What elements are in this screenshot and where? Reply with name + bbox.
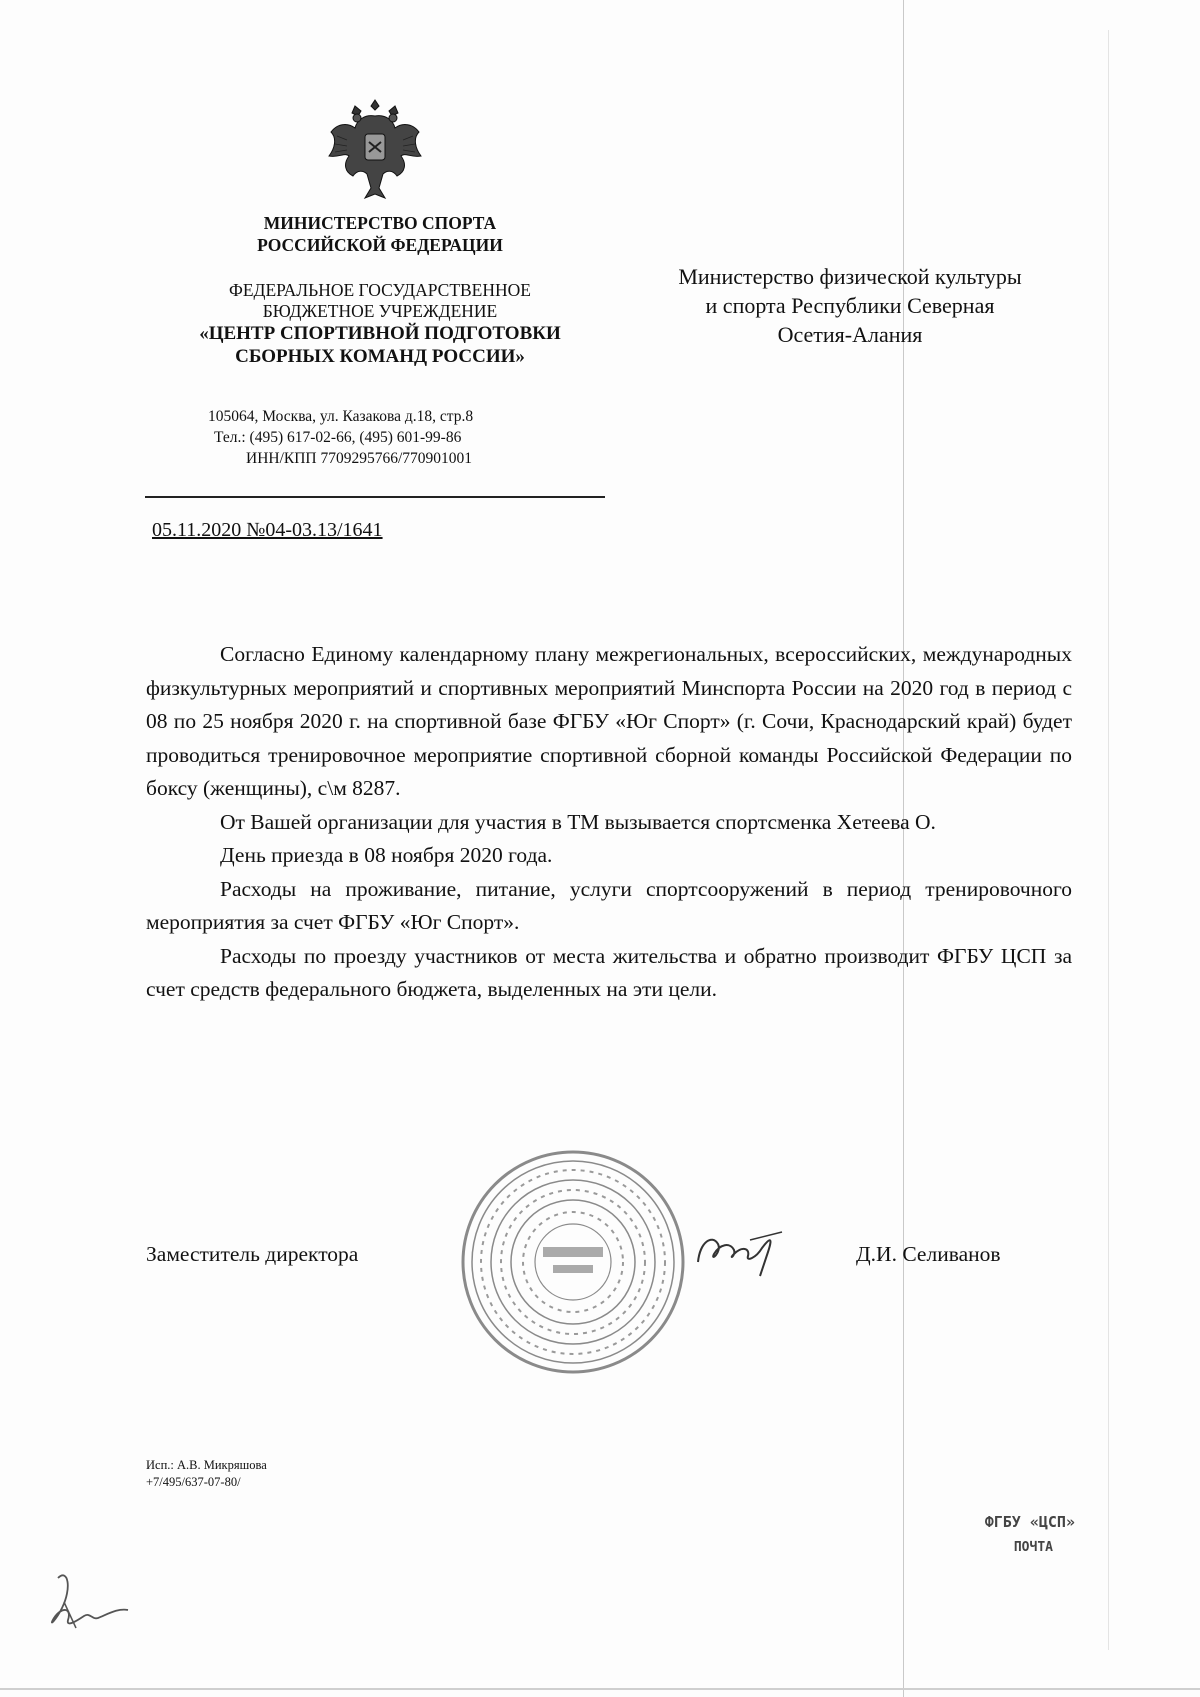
executor-name: Исп.: А.В. Микряшова [146, 1458, 267, 1472]
institution-line: ФЕДЕРАЛЬНОЕ ГОСУДАРСТВЕННОЕ [229, 280, 531, 300]
double-headed-eagle-icon [325, 92, 425, 204]
body-paragraph: Расходы по проезду участников от места жительства и обратно производит ФГБУ ЦСП за счет средств федерального бюджета, выделенных на эти цели. [146, 943, 1072, 1001]
header-divider [145, 496, 605, 498]
institution-line: «ЦЕНТР СПОРТИВНОЙ ПОДГОТОВКИ [199, 323, 561, 344]
scan-fold-line [1108, 30, 1109, 1650]
institution-line: СБОРНЫХ КОМАНД РОССИИ» [235, 346, 525, 367]
round-seal-stamp [458, 1147, 688, 1377]
body-paragraph: День приезда в 08 ноября 2020 года. [220, 843, 553, 867]
mail-stamp-line: ФГБУ «ЦСП» [984, 1513, 1075, 1531]
institution-line: БЮДЖЕТНОЕ УЧРЕЖДЕНИЕ [262, 301, 498, 321]
institution-contacts [208, 406, 473, 469]
scan-edge [0, 1688, 1200, 1690]
handwritten-signature [690, 1222, 790, 1282]
phone-text: Тел.: (495) 617-02-66, (495) 601-99-86 [214, 429, 462, 446]
registration-number: 05.11.2020 №04-03.13/1641 [152, 519, 383, 541]
ministry-line: РОССИЙСКОЙ ФЕДЕРАЦИИ [257, 235, 503, 255]
handwritten-initials [28, 1558, 148, 1648]
inn-text: ИНН/КПП 7709295766/770901001 [246, 450, 473, 467]
institution-name [140, 280, 620, 368]
executor-phone: +7/495/637-07-80/ [146, 1475, 241, 1489]
letter-body [146, 638, 1072, 1007]
mail-stamp-line: ПОЧТА [1013, 1540, 1053, 1555]
mail-stamp [935, 1510, 1075, 1560]
addressee-line: и спорта Республики Северная [705, 293, 995, 318]
addressee-block [620, 262, 1080, 349]
body-paragraph: От Вашей организации для участия в ТМ вызывается спортсменка Хетеева О. [220, 809, 936, 834]
body-paragraph: Согласно Единому календарному плану межрегиональных, всероссийских, международных физкультурных мероприятий и спортивных мероприятий Минспорта России на 2020 год в период с 08 по 25 ноября 2020 г. на спортивной базе ФГБУ «Юг Спорт» (г. Сочи, Краснодарский край) будет проводиться тренировочное мероприятие спортивной сборной команды Российской Федерации по боксу (женщины), с\м 8287. [146, 642, 1072, 800]
signatory-title: Заместитель директора [146, 1242, 359, 1266]
ministry-line: МИНИСТЕРСТВО СПОРТА [263, 213, 497, 233]
address-text: 105064, Москва, ул. Казакова д.18, стр.8 [208, 408, 474, 425]
signatory-name: Д.И. Селиванов [856, 1242, 1001, 1266]
addressee-line: Министерство физической культуры [678, 264, 1022, 289]
body-paragraph: Расходы на проживание, питание, услуги спортсооружений в период тренировочного мероприятия за счет ФГБУ «Юг Спорт». [146, 876, 1072, 934]
addressee-line: Осетия-Алания [777, 322, 923, 347]
ministry-name [140, 212, 620, 256]
executor-block [146, 1457, 267, 1491]
